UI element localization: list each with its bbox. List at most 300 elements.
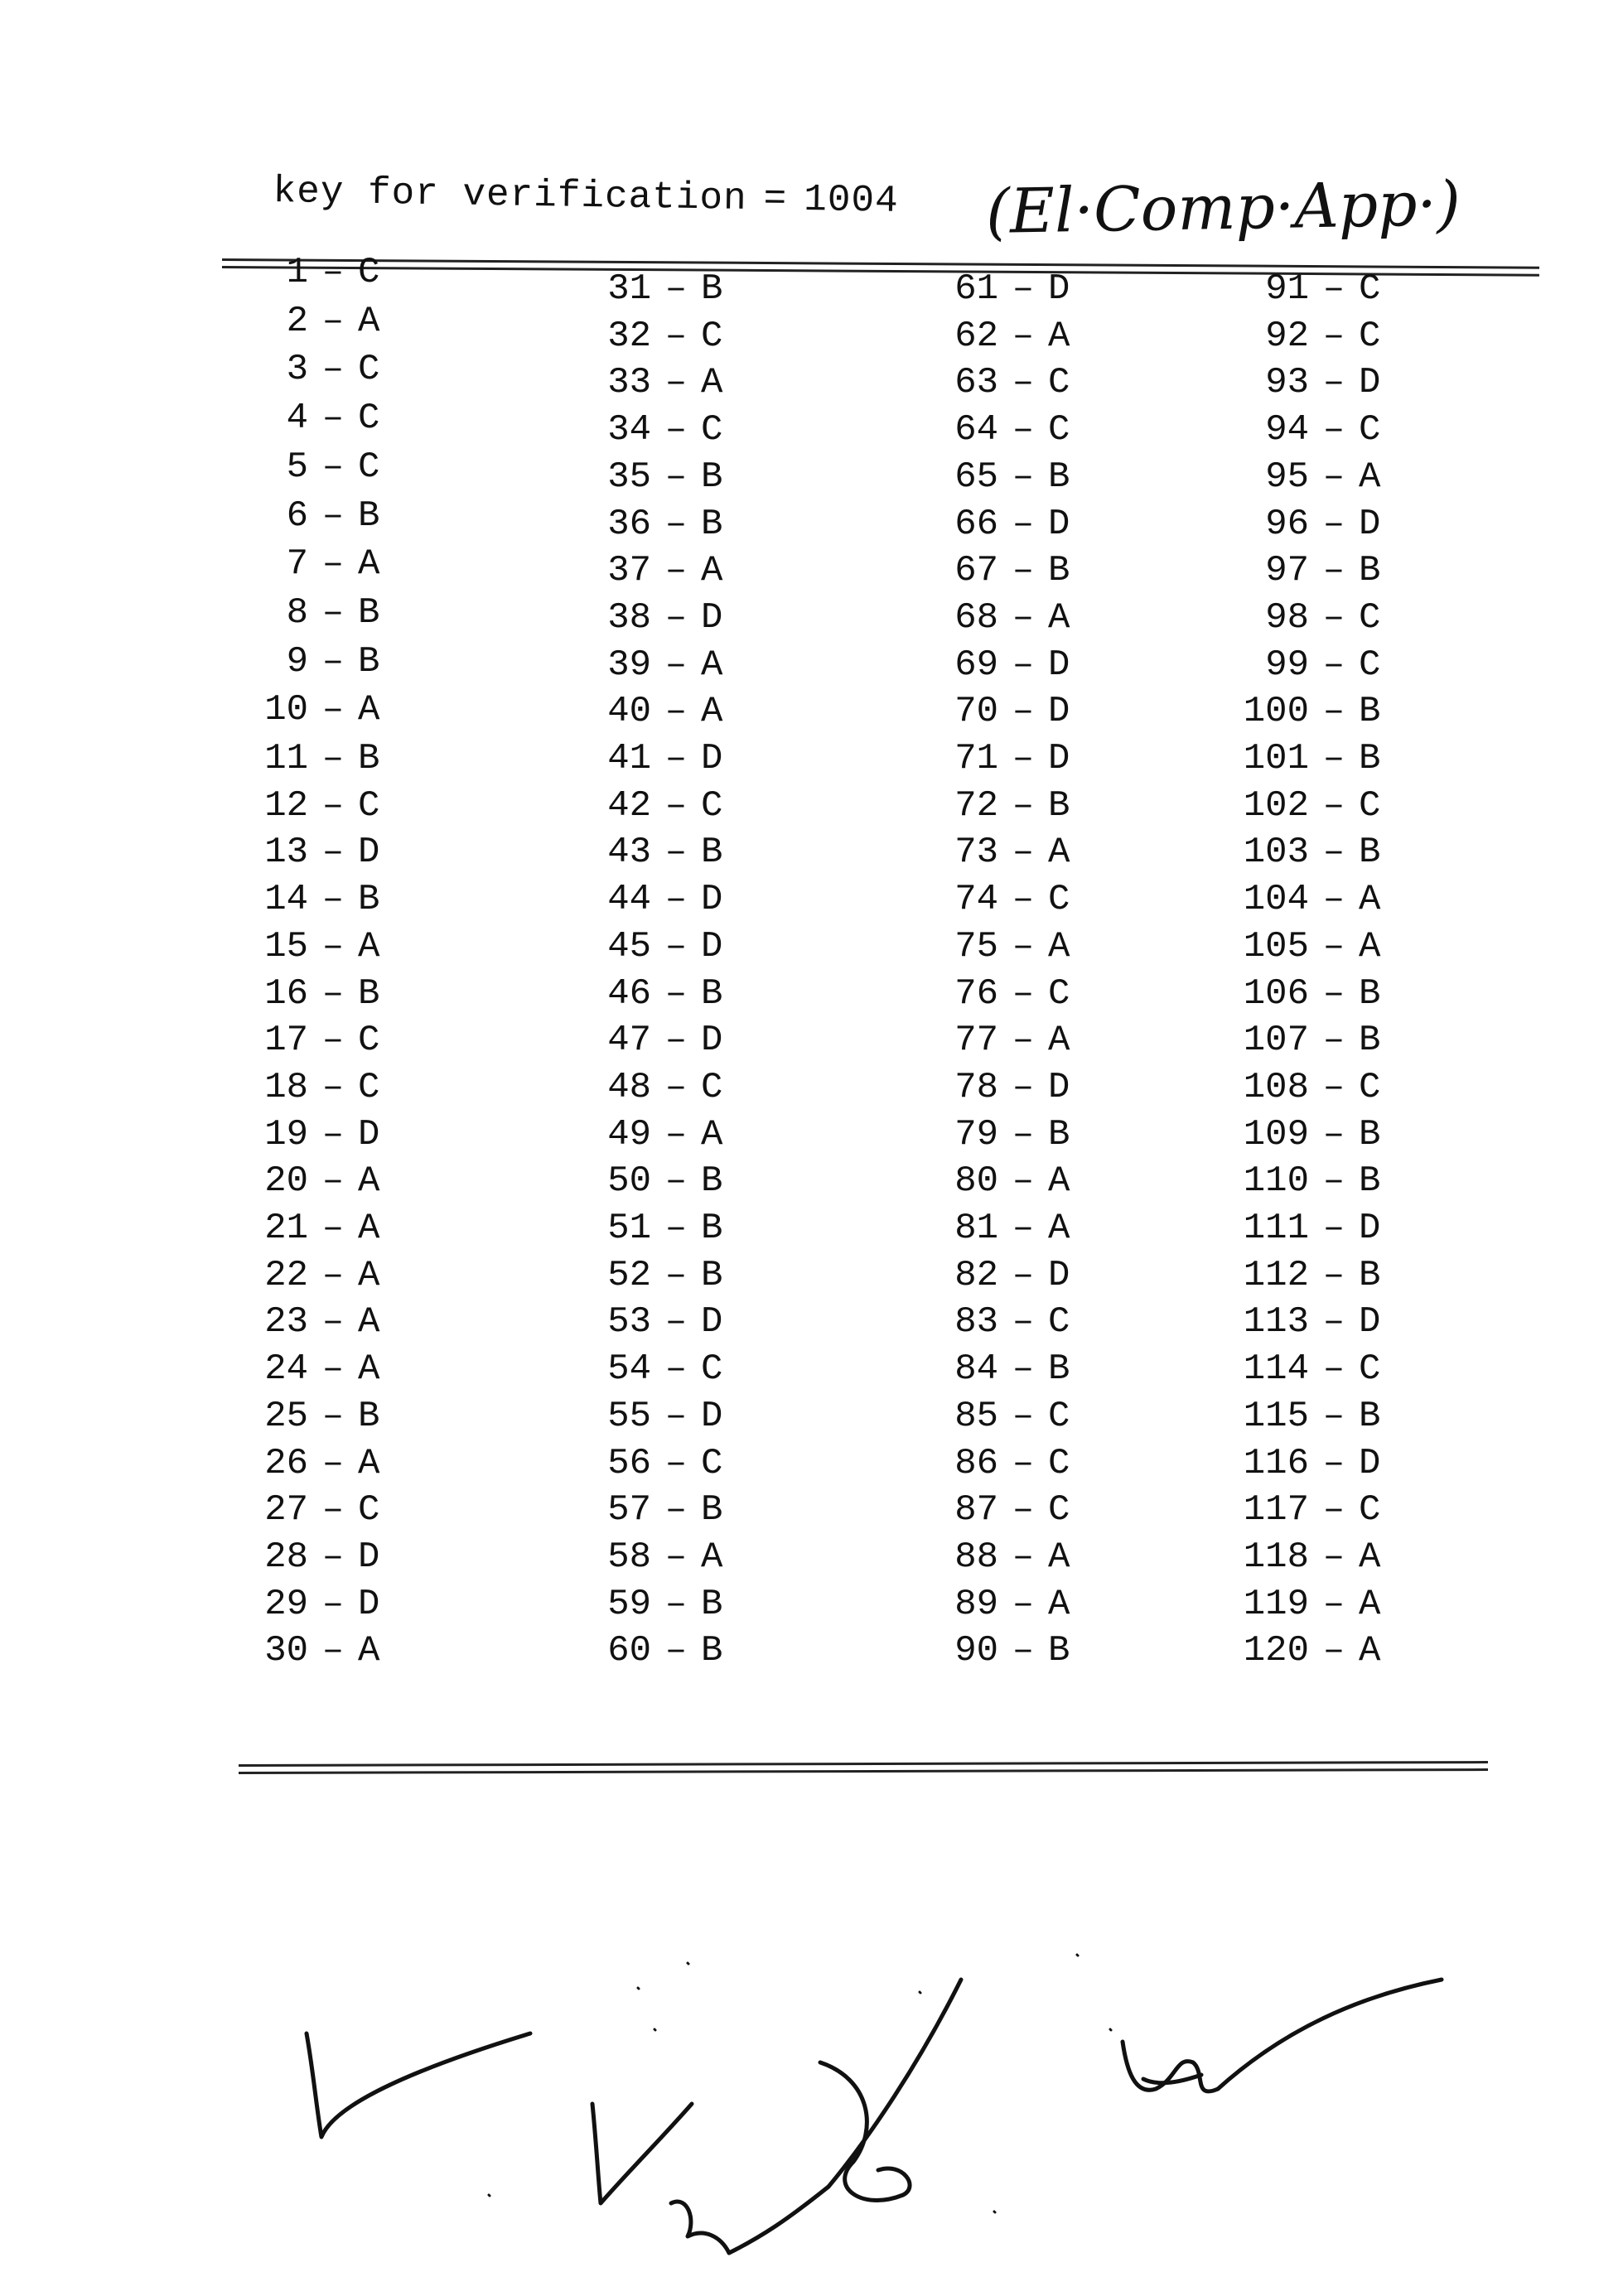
answer-row xyxy=(907,784,1081,828)
separator-dash: – xyxy=(1322,1160,1345,1203)
separator-dash: – xyxy=(664,1583,688,1625)
answer-letter: C xyxy=(1359,315,1381,357)
separator-dash: – xyxy=(1322,362,1345,404)
question-number: 104 xyxy=(1243,879,1309,921)
question-number: 55 xyxy=(607,1395,651,1437)
answer-row xyxy=(1218,267,1392,311)
question-number: 118 xyxy=(1243,1536,1309,1578)
answer-letter: A xyxy=(358,543,380,586)
separator-dash: – xyxy=(1012,1630,1035,1672)
answer-row xyxy=(1218,924,1392,969)
question-number: 37 xyxy=(607,550,651,592)
answer-letter: C xyxy=(1359,1066,1381,1108)
separator-dash: – xyxy=(1012,925,1035,967)
separator-dash: – xyxy=(664,1442,688,1484)
separator-dash: – xyxy=(1012,1254,1035,1296)
question-number: 9 xyxy=(286,640,308,683)
separator-dash: – xyxy=(1322,1489,1345,1531)
separator-dash: – xyxy=(1322,1348,1345,1391)
question-number: 70 xyxy=(954,691,998,733)
question-number: 29 xyxy=(264,1583,308,1625)
separator-dash: – xyxy=(664,362,688,404)
answer-row xyxy=(560,924,734,969)
answer-row xyxy=(217,1018,391,1063)
answer-row xyxy=(217,972,391,1016)
separator-dash: – xyxy=(1012,1113,1035,1155)
answer-letter: A xyxy=(1359,925,1381,967)
answer-letter: A xyxy=(701,550,723,592)
separator-dash: – xyxy=(1012,503,1035,545)
answer-letter: B xyxy=(1359,1395,1381,1437)
question-number: 32 xyxy=(607,315,651,357)
answer-row xyxy=(907,1347,1081,1392)
answer-letter: A xyxy=(358,1160,380,1203)
answer-row xyxy=(560,1441,734,1486)
separator-dash: – xyxy=(1322,456,1345,498)
answer-letter: D xyxy=(358,832,380,874)
answer-letter: B xyxy=(1048,1630,1070,1672)
separator-dash: – xyxy=(321,832,345,874)
answer-letter: C xyxy=(358,1066,380,1108)
answer-row xyxy=(217,542,391,586)
answer-letter: B xyxy=(701,1254,723,1296)
answer-row xyxy=(217,687,391,732)
separator-dash: – xyxy=(1322,1066,1345,1108)
question-number: 117 xyxy=(1243,1489,1309,1531)
answer-letter: D xyxy=(1359,503,1381,545)
question-number: 14 xyxy=(264,879,308,921)
answer-letter: A xyxy=(358,1254,380,1296)
answer-row xyxy=(560,1206,734,1251)
answer-letter: C xyxy=(1048,1442,1070,1484)
separator-dash: – xyxy=(1322,691,1345,733)
separator-dash: – xyxy=(1322,1113,1345,1155)
answer-letter: C xyxy=(1359,1348,1381,1391)
question-number: 28 xyxy=(264,1536,308,1578)
separator-dash: – xyxy=(1012,738,1035,779)
separator-dash: – xyxy=(1012,1583,1035,1625)
separator-dash: – xyxy=(321,1113,345,1155)
separator-dash: – xyxy=(1322,972,1345,1015)
question-number: 91 xyxy=(1265,268,1309,310)
question-number: 31 xyxy=(607,268,651,310)
separator-dash: – xyxy=(1012,832,1035,874)
separator-dash: – xyxy=(321,1395,345,1437)
question-number: 36 xyxy=(607,503,651,545)
answer-row xyxy=(217,639,391,684)
answer-row xyxy=(217,736,391,781)
separator-dash: – xyxy=(1322,1630,1345,1672)
answer-row xyxy=(1218,596,1392,640)
separator-dash: – xyxy=(664,268,688,310)
answer-letter: A xyxy=(358,1348,380,1391)
answer-row xyxy=(560,360,734,405)
question-number: 50 xyxy=(607,1160,651,1203)
answer-letter: D xyxy=(1359,1442,1381,1484)
answer-row xyxy=(907,736,1081,781)
answer-letter: A xyxy=(1048,925,1070,967)
answer-row xyxy=(560,1582,734,1627)
separator-dash: – xyxy=(321,1489,345,1531)
answer-row xyxy=(907,267,1081,311)
answer-row xyxy=(560,830,734,875)
answer-row xyxy=(1218,1018,1392,1063)
key-label: key for verification xyxy=(273,170,748,220)
answer-letter: C xyxy=(701,784,723,827)
signature-3 xyxy=(1123,1980,1442,2091)
answer-letter: A xyxy=(358,1208,380,1249)
answer-letter: A xyxy=(1048,832,1070,874)
answer-letter: A xyxy=(701,362,723,404)
answer-row xyxy=(1218,830,1392,875)
answer-letter: B xyxy=(358,1395,380,1437)
answer-row xyxy=(1218,1253,1392,1298)
answer-row xyxy=(217,1112,391,1157)
question-number: 80 xyxy=(954,1160,998,1203)
separator-dash: – xyxy=(1322,1020,1345,1062)
answer-letter: D xyxy=(1048,1066,1070,1108)
question-number: 74 xyxy=(954,879,998,921)
separator-dash: – xyxy=(664,738,688,779)
answer-letter: A xyxy=(1048,1020,1070,1062)
question-number: 45 xyxy=(607,925,651,967)
answer-row xyxy=(560,1300,734,1344)
separator-dash: – xyxy=(321,1160,345,1203)
answer-letter: B xyxy=(701,456,723,498)
answer-letter: D xyxy=(1048,644,1070,686)
question-number: 64 xyxy=(954,409,998,451)
answer-row xyxy=(1218,1488,1392,1532)
answer-row xyxy=(217,250,391,295)
question-number: 23 xyxy=(264,1301,308,1343)
separator-dash: – xyxy=(664,1630,688,1672)
answer-letter: C xyxy=(358,784,380,827)
answer-letter: B xyxy=(701,1583,723,1625)
answer-letter: C xyxy=(1048,409,1070,451)
question-number: 81 xyxy=(954,1208,998,1249)
answer-row xyxy=(1218,1065,1392,1110)
separator-dash: – xyxy=(1012,1536,1035,1578)
answer-letter: C xyxy=(701,409,723,451)
question-number: 21 xyxy=(264,1208,308,1249)
answer-letter: B xyxy=(701,1208,723,1249)
separator-dash: – xyxy=(1012,315,1035,357)
separator-dash: – xyxy=(1012,644,1035,686)
separator-dash: – xyxy=(1322,1301,1345,1343)
answer-letter: D xyxy=(1048,268,1070,310)
question-number: 77 xyxy=(954,1020,998,1062)
question-number: 52 xyxy=(607,1254,651,1296)
question-number: 53 xyxy=(607,1301,651,1343)
separator-dash: – xyxy=(321,689,345,731)
question-number: 71 xyxy=(954,738,998,779)
question-number: 5 xyxy=(286,446,308,488)
question-number: 115 xyxy=(1243,1395,1309,1437)
question-number: 57 xyxy=(607,1489,651,1531)
question-number: 97 xyxy=(1265,550,1309,592)
answer-letter: A xyxy=(358,1442,380,1484)
answer-letter: C xyxy=(1359,268,1381,310)
separator-dash: – xyxy=(321,1208,345,1249)
question-number: 39 xyxy=(607,644,651,686)
answer-row xyxy=(560,643,734,687)
answer-letter: D xyxy=(1359,1301,1381,1343)
question-number: 94 xyxy=(1265,409,1309,451)
question-number: 20 xyxy=(264,1160,308,1203)
separator-dash: – xyxy=(664,456,688,498)
answer-row xyxy=(907,1159,1081,1203)
question-number: 1 xyxy=(286,252,308,293)
question-number: 111 xyxy=(1243,1208,1309,1249)
answer-row xyxy=(1218,877,1392,922)
separator-dash: – xyxy=(1012,879,1035,921)
question-number: 40 xyxy=(607,691,651,733)
question-number: 85 xyxy=(954,1395,998,1437)
answer-row xyxy=(217,784,391,828)
answer-letter: A xyxy=(701,1536,723,1578)
answer-letter: C xyxy=(1359,596,1381,639)
answer-letter: D xyxy=(1359,362,1381,404)
answer-row xyxy=(217,494,391,538)
question-number: 108 xyxy=(1243,1066,1309,1108)
question-number: 67 xyxy=(954,550,998,592)
question-number: 83 xyxy=(954,1301,998,1343)
question-number: 19 xyxy=(264,1113,308,1155)
question-number: 54 xyxy=(607,1348,651,1391)
answer-row xyxy=(560,1253,734,1298)
separator-dash: – xyxy=(1012,1442,1035,1484)
answer-letter: B xyxy=(1359,1020,1381,1062)
question-number: 114 xyxy=(1243,1348,1309,1391)
answer-letter: B xyxy=(358,738,380,779)
separator-dash: – xyxy=(1012,409,1035,451)
separator-dash: – xyxy=(1322,644,1345,686)
answer-letter: B xyxy=(1048,550,1070,592)
separator-dash: – xyxy=(321,972,345,1015)
separator-dash: – xyxy=(1012,1066,1035,1108)
answer-row xyxy=(560,689,734,734)
answer-letter: D xyxy=(1048,503,1070,545)
answer-row xyxy=(907,1065,1081,1110)
question-number: 2 xyxy=(286,300,308,342)
answer-letter: B xyxy=(1359,832,1381,874)
question-number: 42 xyxy=(607,784,651,827)
answer-row xyxy=(217,1441,391,1486)
question-number: 58 xyxy=(607,1536,651,1578)
question-number: 30 xyxy=(264,1630,308,1672)
answer-letter: B xyxy=(1048,456,1070,498)
question-number: 103 xyxy=(1243,832,1309,874)
answer-letter: A xyxy=(1359,1630,1381,1672)
answer-letter: B xyxy=(358,879,380,921)
answer-letter: C xyxy=(358,1020,380,1062)
answer-letter: A xyxy=(1048,1536,1070,1578)
answer-row xyxy=(217,1535,391,1580)
answer-letter: C xyxy=(1048,1301,1070,1343)
answer-row xyxy=(907,1441,1081,1486)
answer-row xyxy=(1218,972,1392,1016)
question-number: 15 xyxy=(264,925,308,967)
answer-letter: C xyxy=(701,315,723,357)
question-number: 75 xyxy=(954,925,998,967)
answer-row xyxy=(907,408,1081,452)
signature-2 xyxy=(592,1980,961,2253)
question-number: 86 xyxy=(954,1442,998,1484)
question-number: 101 xyxy=(1243,738,1309,779)
question-number: 66 xyxy=(954,503,998,545)
separator-dash: – xyxy=(664,925,688,967)
question-number: 72 xyxy=(954,784,998,827)
answer-letter: C xyxy=(1048,879,1070,921)
answer-row xyxy=(907,1253,1081,1298)
answer-letter: A xyxy=(701,1113,723,1155)
separator-dash: – xyxy=(664,784,688,827)
signatures-area xyxy=(0,1864,1623,2294)
answer-letter: B xyxy=(701,1160,723,1203)
separator-dash: – xyxy=(1322,1254,1345,1296)
answer-letter: D xyxy=(701,1395,723,1437)
answer-letter: B xyxy=(1048,784,1070,827)
separator-dash: – xyxy=(1012,1395,1035,1437)
answer-letter: D xyxy=(701,738,723,779)
separator-dash: – xyxy=(1322,268,1345,310)
answer-row xyxy=(217,396,391,441)
answer-row xyxy=(1218,1347,1392,1392)
answer-row xyxy=(907,877,1081,922)
separator-dash: – xyxy=(664,1208,688,1249)
answer-row xyxy=(217,877,391,922)
answer-letter: B xyxy=(701,1489,723,1531)
question-number: 18 xyxy=(264,1066,308,1108)
separator-dash: – xyxy=(664,1489,688,1531)
question-number: 24 xyxy=(264,1348,308,1391)
separator-dash: – xyxy=(321,1583,345,1625)
separator-dash: – xyxy=(664,972,688,1015)
question-number: 120 xyxy=(1243,1630,1309,1672)
question-number: 79 xyxy=(954,1113,998,1155)
answer-letter: B xyxy=(1359,1160,1381,1203)
answer-row xyxy=(560,548,734,593)
question-number: 90 xyxy=(954,1630,998,1672)
separator-dash: – xyxy=(1012,456,1035,498)
answer-letter: D xyxy=(701,596,723,639)
answer-letter: D xyxy=(358,1113,380,1155)
question-number: 61 xyxy=(954,268,998,310)
question-number: 84 xyxy=(954,1348,998,1391)
question-number: 63 xyxy=(954,362,998,404)
answer-row xyxy=(560,1159,734,1203)
separator-dash: – xyxy=(321,494,345,537)
question-number: 49 xyxy=(607,1113,651,1155)
answer-row xyxy=(560,1488,734,1532)
answer-row xyxy=(1218,1159,1392,1203)
answer-row xyxy=(907,1628,1081,1673)
answer-row xyxy=(907,1582,1081,1627)
question-number: 51 xyxy=(607,1208,651,1249)
answer-letter: A xyxy=(701,691,723,733)
question-number: 107 xyxy=(1243,1020,1309,1062)
answer-row xyxy=(907,502,1081,547)
separator-dash: – xyxy=(1322,550,1345,592)
question-number: 89 xyxy=(954,1583,998,1625)
answer-row xyxy=(907,972,1081,1016)
question-number: 13 xyxy=(264,832,308,874)
answer-row xyxy=(560,1018,734,1063)
question-number: 12 xyxy=(264,784,308,827)
equals-sign: = xyxy=(763,177,788,221)
answer-letter: C xyxy=(1359,644,1381,686)
separator-dash: – xyxy=(664,691,688,733)
answer-row xyxy=(1218,455,1392,499)
answer-letter: A xyxy=(1359,456,1381,498)
answer-letter: C xyxy=(701,1442,723,1484)
answer-row xyxy=(907,830,1081,875)
answer-letter: C xyxy=(1359,409,1381,451)
separator-dash: – xyxy=(664,1066,688,1108)
question-number: 62 xyxy=(954,315,998,357)
separator-dash: – xyxy=(1322,832,1345,874)
separator-dash: – xyxy=(664,1160,688,1203)
answer-row xyxy=(560,877,734,922)
separator-dash: – xyxy=(664,879,688,921)
separator-dash: – xyxy=(1322,1208,1345,1249)
answer-row xyxy=(1218,736,1392,781)
answer-letter: A xyxy=(1048,1160,1070,1203)
answer-row xyxy=(1218,314,1392,359)
question-number: 3 xyxy=(286,349,308,391)
separator-dash: – xyxy=(321,738,345,779)
question-number: 60 xyxy=(607,1630,651,1672)
question-number: 110 xyxy=(1243,1160,1309,1203)
separator-dash: – xyxy=(321,349,345,391)
answer-letter: C xyxy=(1048,972,1070,1015)
answer-letter: C xyxy=(358,252,380,293)
answer-letter: B xyxy=(701,503,723,545)
answer-row xyxy=(217,1628,391,1673)
answer-letter: B xyxy=(1048,1113,1070,1155)
question-number: 93 xyxy=(1265,362,1309,404)
question-number: 87 xyxy=(954,1489,998,1531)
answer-row xyxy=(907,1394,1081,1439)
separator-dash: – xyxy=(321,1254,345,1296)
answer-row xyxy=(217,1159,391,1203)
question-number: 116 xyxy=(1243,1442,1309,1484)
separator-dash: – xyxy=(1322,1583,1345,1625)
separator-dash: – xyxy=(1012,1020,1035,1062)
answer-row xyxy=(1218,689,1392,734)
answer-letter: C xyxy=(1048,1489,1070,1531)
answer-letter: C xyxy=(1359,784,1381,827)
signature-1 xyxy=(307,2033,530,2137)
separator-dash: – xyxy=(321,1536,345,1578)
answer-row xyxy=(217,1253,391,1298)
answer-letter: A xyxy=(1048,596,1070,639)
separator-dash: – xyxy=(321,1442,345,1484)
separator-dash: – xyxy=(1012,1301,1035,1343)
handwritten-subject-note: (El·Comp·App·) xyxy=(985,168,1461,248)
question-number: 119 xyxy=(1243,1583,1309,1625)
answer-row xyxy=(217,347,391,392)
answer-row xyxy=(217,1488,391,1532)
separator-dash: – xyxy=(1322,879,1345,921)
separator-dash: – xyxy=(321,543,345,586)
separator-dash: – xyxy=(664,1348,688,1391)
question-number: 47 xyxy=(607,1020,651,1062)
separator-dash: – xyxy=(1322,1442,1345,1484)
answer-row xyxy=(1218,1300,1392,1344)
answer-letter: C xyxy=(358,349,380,391)
question-number: 35 xyxy=(607,456,651,498)
